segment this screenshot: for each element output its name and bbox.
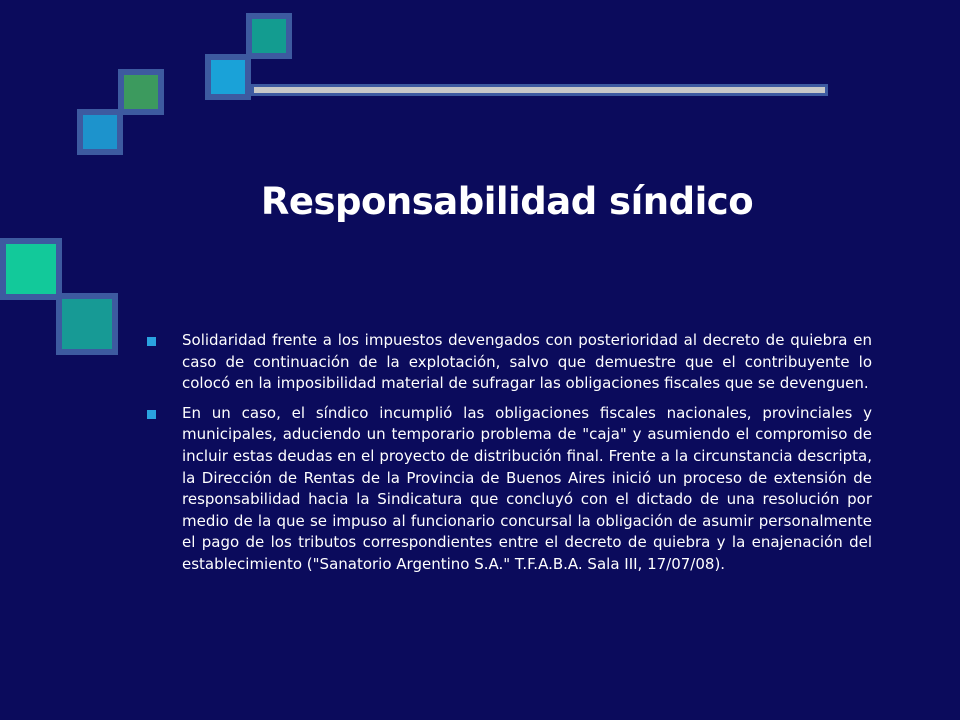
square-bullet-icon <box>147 337 156 346</box>
bullet-text: Solidaridad frente a los impuestos devengados con posterioridad al decreto de quiebra en caso de continuación de la explotación, salvo que demuestre que el contribuyente lo colocó en la imposibilidad material de sufragar las obligaciones fiscales que se devenguen. <box>182 331 872 393</box>
decorative-square-blue-middle <box>77 109 123 155</box>
decorative-square-aqua <box>0 238 62 300</box>
slide-title: Responsabilidad síndico <box>260 180 754 223</box>
decorative-horizontal-line <box>251 84 828 96</box>
bullet-text: En un caso, el síndico incumplió las obligaciones fiscales nacionales, provinciales y municipales, aduciendo un temporario problema de "caja" y asumiendo el compromiso de incluir estas deudas en el proyecto de distribución final. Frente a la circunstancia descripta, la Dirección de Rentas de la Provincia de Buenos Aires inició un proceso de extensión de responsabilidad hacia la Sindicatura que concluyó con el dictado de una resolución por medio de la que se impuso al funcionario concursal la obligación de asumir personalmente el pago de los tributos correspondientes entre el decreto de quiebra y la enajenación del establecimiento ("Sanatorio Argentino S.A." T.F.A.B.A. Sala III, 17/07/08). <box>182 403 872 573</box>
bullet-item <box>145 403 872 576</box>
bullet-item <box>145 330 872 395</box>
decorative-square-teal-large <box>56 293 118 355</box>
square-bullet-icon <box>147 410 156 419</box>
bullet-list <box>145 330 872 584</box>
decorative-square-green <box>118 69 164 115</box>
decorative-square-teal-top <box>246 13 292 59</box>
decorative-square-blue-top <box>205 54 251 100</box>
